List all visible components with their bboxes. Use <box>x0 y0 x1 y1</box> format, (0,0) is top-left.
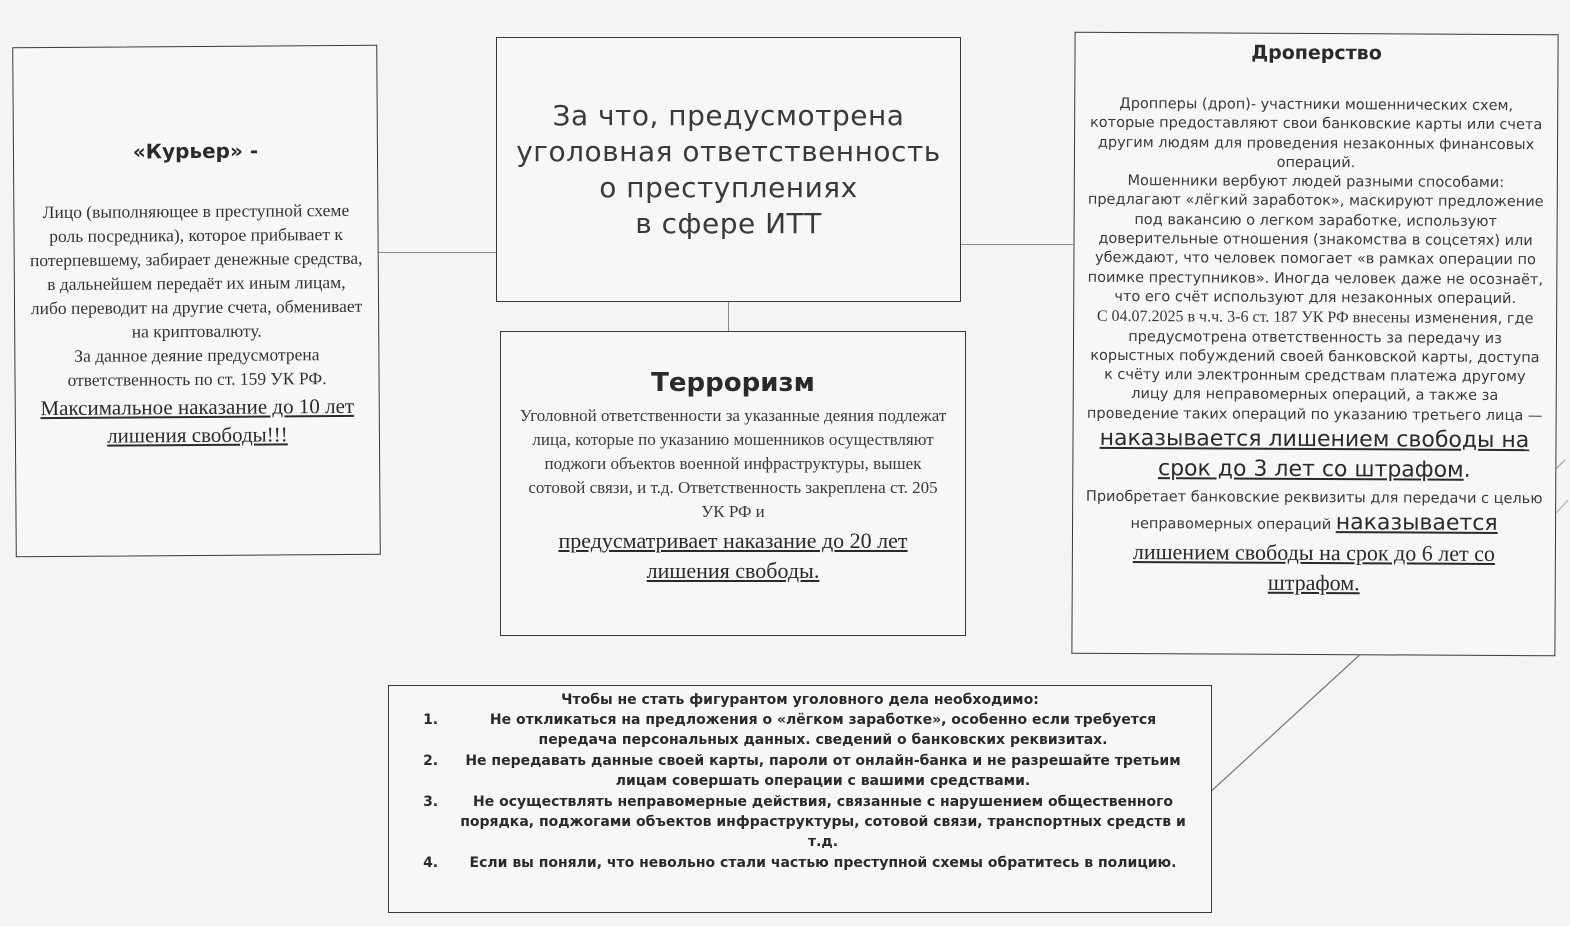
advice-title: Чтобы не стать фигурантом уголовного дела необходимо: <box>561 692 1039 708</box>
dropper-punishment-6a: наказывается <box>1335 510 1498 537</box>
dropper-requisites-text: Приобретает банковские реквизиты для передачи с целью неправомерных операций <box>1085 488 1543 534</box>
dropper-law-date: С 04.07.2025 в ч.ч. 3-6 ст. 187 УК РФ внесены <box>1096 308 1411 327</box>
question-line-1: За что, предусмотрена <box>552 98 905 132</box>
terror-title: Терроризм <box>651 368 815 398</box>
question-line-4: в сфере ИТТ <box>635 206 822 240</box>
advice-item: 3. Не осуществлять неправомерные действия, связанные с нарушением общественного порядка, поджогами объектов инфраструктуры, сотовой связи, транспортных средств и т.д. <box>443 792 1197 852</box>
advice-box <box>388 685 1212 913</box>
dropper-title: Дроперство <box>1251 41 1382 65</box>
advice-list <box>403 710 1197 873</box>
dropper-punishment-3: наказывается лишением свободы на срок до 3 лет со штрафом <box>1099 425 1530 483</box>
question-line-2: уголовная ответственность <box>516 134 941 168</box>
connector-left <box>379 252 496 253</box>
dropper-law-text: изменения, где предусмотрена ответственность за передачу из корыстных побуждений своей банковской карты, доступа к счёту или электронным средствам платежа другому лицу для неправомерных операций, а также за проведение таких операций по указанию третьего лица — <box>1086 310 1543 424</box>
connector-right <box>961 244 1073 245</box>
dropper-definition: Дропперы (дроп)- участники мошеннических схем, которые предоставляют свои банковские карты или счета другим людям для проведения незаконных финансовых операций. <box>1090 95 1543 172</box>
dropper-law-change <box>1085 307 1544 486</box>
dropper-punishment-6b: лишением свободы на срок до 6 лет со штрафом. <box>1132 539 1495 596</box>
courier-box <box>12 45 381 558</box>
courier-title: «Курьер» - <box>132 138 259 164</box>
courier-punishment: Максимальное наказание до 10 лет лишения свободы!!! <box>40 393 355 448</box>
dropper-punishment-3-end: . <box>1463 457 1471 483</box>
dropper-recruitment: Мошенники вербуют людей разными способами: предлагают «лёгкий заработок», маскируют предложение под вакансию о легком заработке, используют доверительные отношения (знакомства в соцсетях) или убеждают, что человек помогает «в рамках операции по поимке преступников». Иногда человек даже не осознаёт, что его счёт используют для незаконных операций. <box>1087 173 1544 308</box>
terror-punishment: предусматривает наказание до 20 лет лишения свободы. <box>558 528 908 583</box>
connector-center <box>728 302 729 331</box>
question-line-3: о преступлениях <box>599 170 858 204</box>
dropper-requisites <box>1085 488 1544 600</box>
question-title <box>506 98 951 242</box>
courier-description <box>28 198 364 392</box>
advice-item: 1. Не откликаться на предложения о «лёгком заработке», особенно если требуется передача персональных данных. сведений о банковских реквизитах. <box>443 710 1197 750</box>
dropper-body <box>1085 95 1546 600</box>
terror-box <box>500 331 966 636</box>
advice-item: 4. Если вы поняли, что невольно стали частью преступной схемы обратитесь в полицию. <box>443 853 1197 873</box>
dropper-box <box>1071 32 1558 657</box>
question-box <box>496 37 961 302</box>
courier-body: Лицо (выполняющее в преступной схеме роль посредника), которое прибывает к потерпевшему, забирает денежные средства, в дальнейшем передаёт их иным лицам, либо переводит на другие счета, обменивает на криптовалюту. <box>29 199 363 342</box>
terror-body: Уголовной ответственности за указанные деяния подлежат лица, которые по указанию мошенников осуществляют поджоги объектов военной инфраструктуры, вышек сотовой связи, и т.д. Ответственность закреплена ст. 205 УК РФ и <box>519 406 947 521</box>
advice-item: 2. Не передавать данные своей карты, пароли от онлайн-банка и не разрешайте третьим лицам совершать операции с вашими средствами. <box>443 751 1197 791</box>
courier-liability: За данное деяние предусмотрена ответственность по ст. 159 УК РФ. <box>67 344 327 390</box>
